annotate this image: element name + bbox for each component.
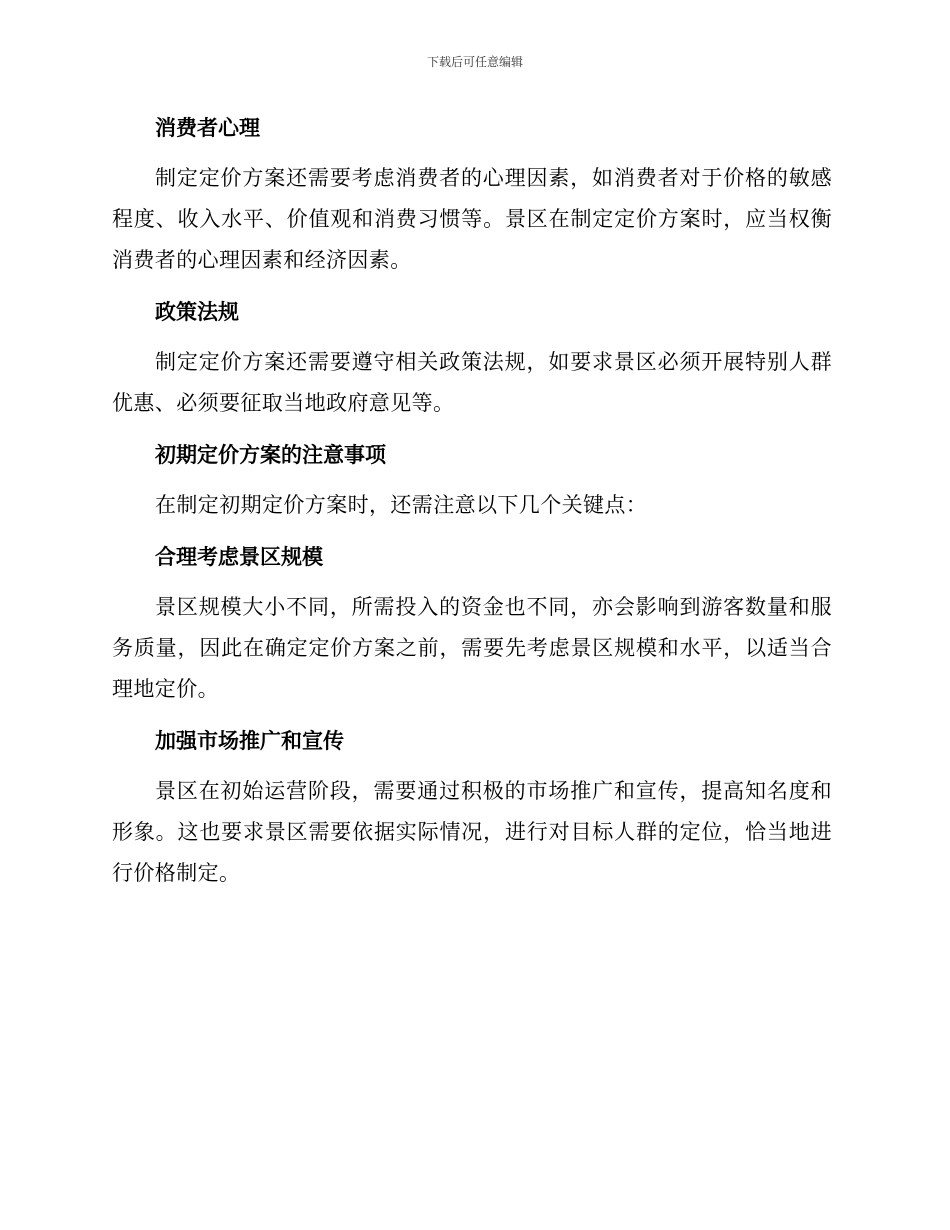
section-paragraph-initial-pricing-notes: 在制定初期定价方案时，还需注意以下几个关键点： [155,493,648,517]
section-paragraph-scenic-area-scale: 景区规模大小不同，所需投入的资金也不同，亦会影响到游客数量和服务质量，因此在确定定价方案之前，需要先考虑景区规模和水平，以适当合理地定价。 [112,595,832,701]
section-heading-consumer-psychology: 消费者心理 [155,116,260,140]
document-body [112,108,832,894]
section-paragraph-marketing-promotion: 景区在初始运营阶段，需要通过积极的市场推广和宣传，提高知名度和形象。这也要求景区需要依据实际情况，进行对目标人群的定位，恰当地进行价格制定。 [112,779,832,885]
section-heading-policy-regulations: 政策法规 [155,300,239,324]
section-paragraph-consumer-psychology: 制定定价方案还需要考虑消费者的心理因素，如消费者对于价格的敏感程度、收入水平、价值观和消费习惯等。景区在制定定价方案时，应当权衡消费者的心理因素和经济因素。 [112,166,832,272]
section-paragraph-policy-regulations: 制定定价方案还需要遵守相关政策法规，如要求景区必须开展特别人群优惠、必须要征取当地政府意见等。 [112,350,832,415]
section-heading-marketing-promotion: 加强市场推广和宣传 [155,729,344,753]
section-heading-scenic-area-scale: 合理考虑景区规模 [155,545,323,569]
section-heading-initial-pricing-notes: 初期定价方案的注意事项 [155,443,386,467]
page-header: 下载后可任意编辑 [426,55,523,69]
